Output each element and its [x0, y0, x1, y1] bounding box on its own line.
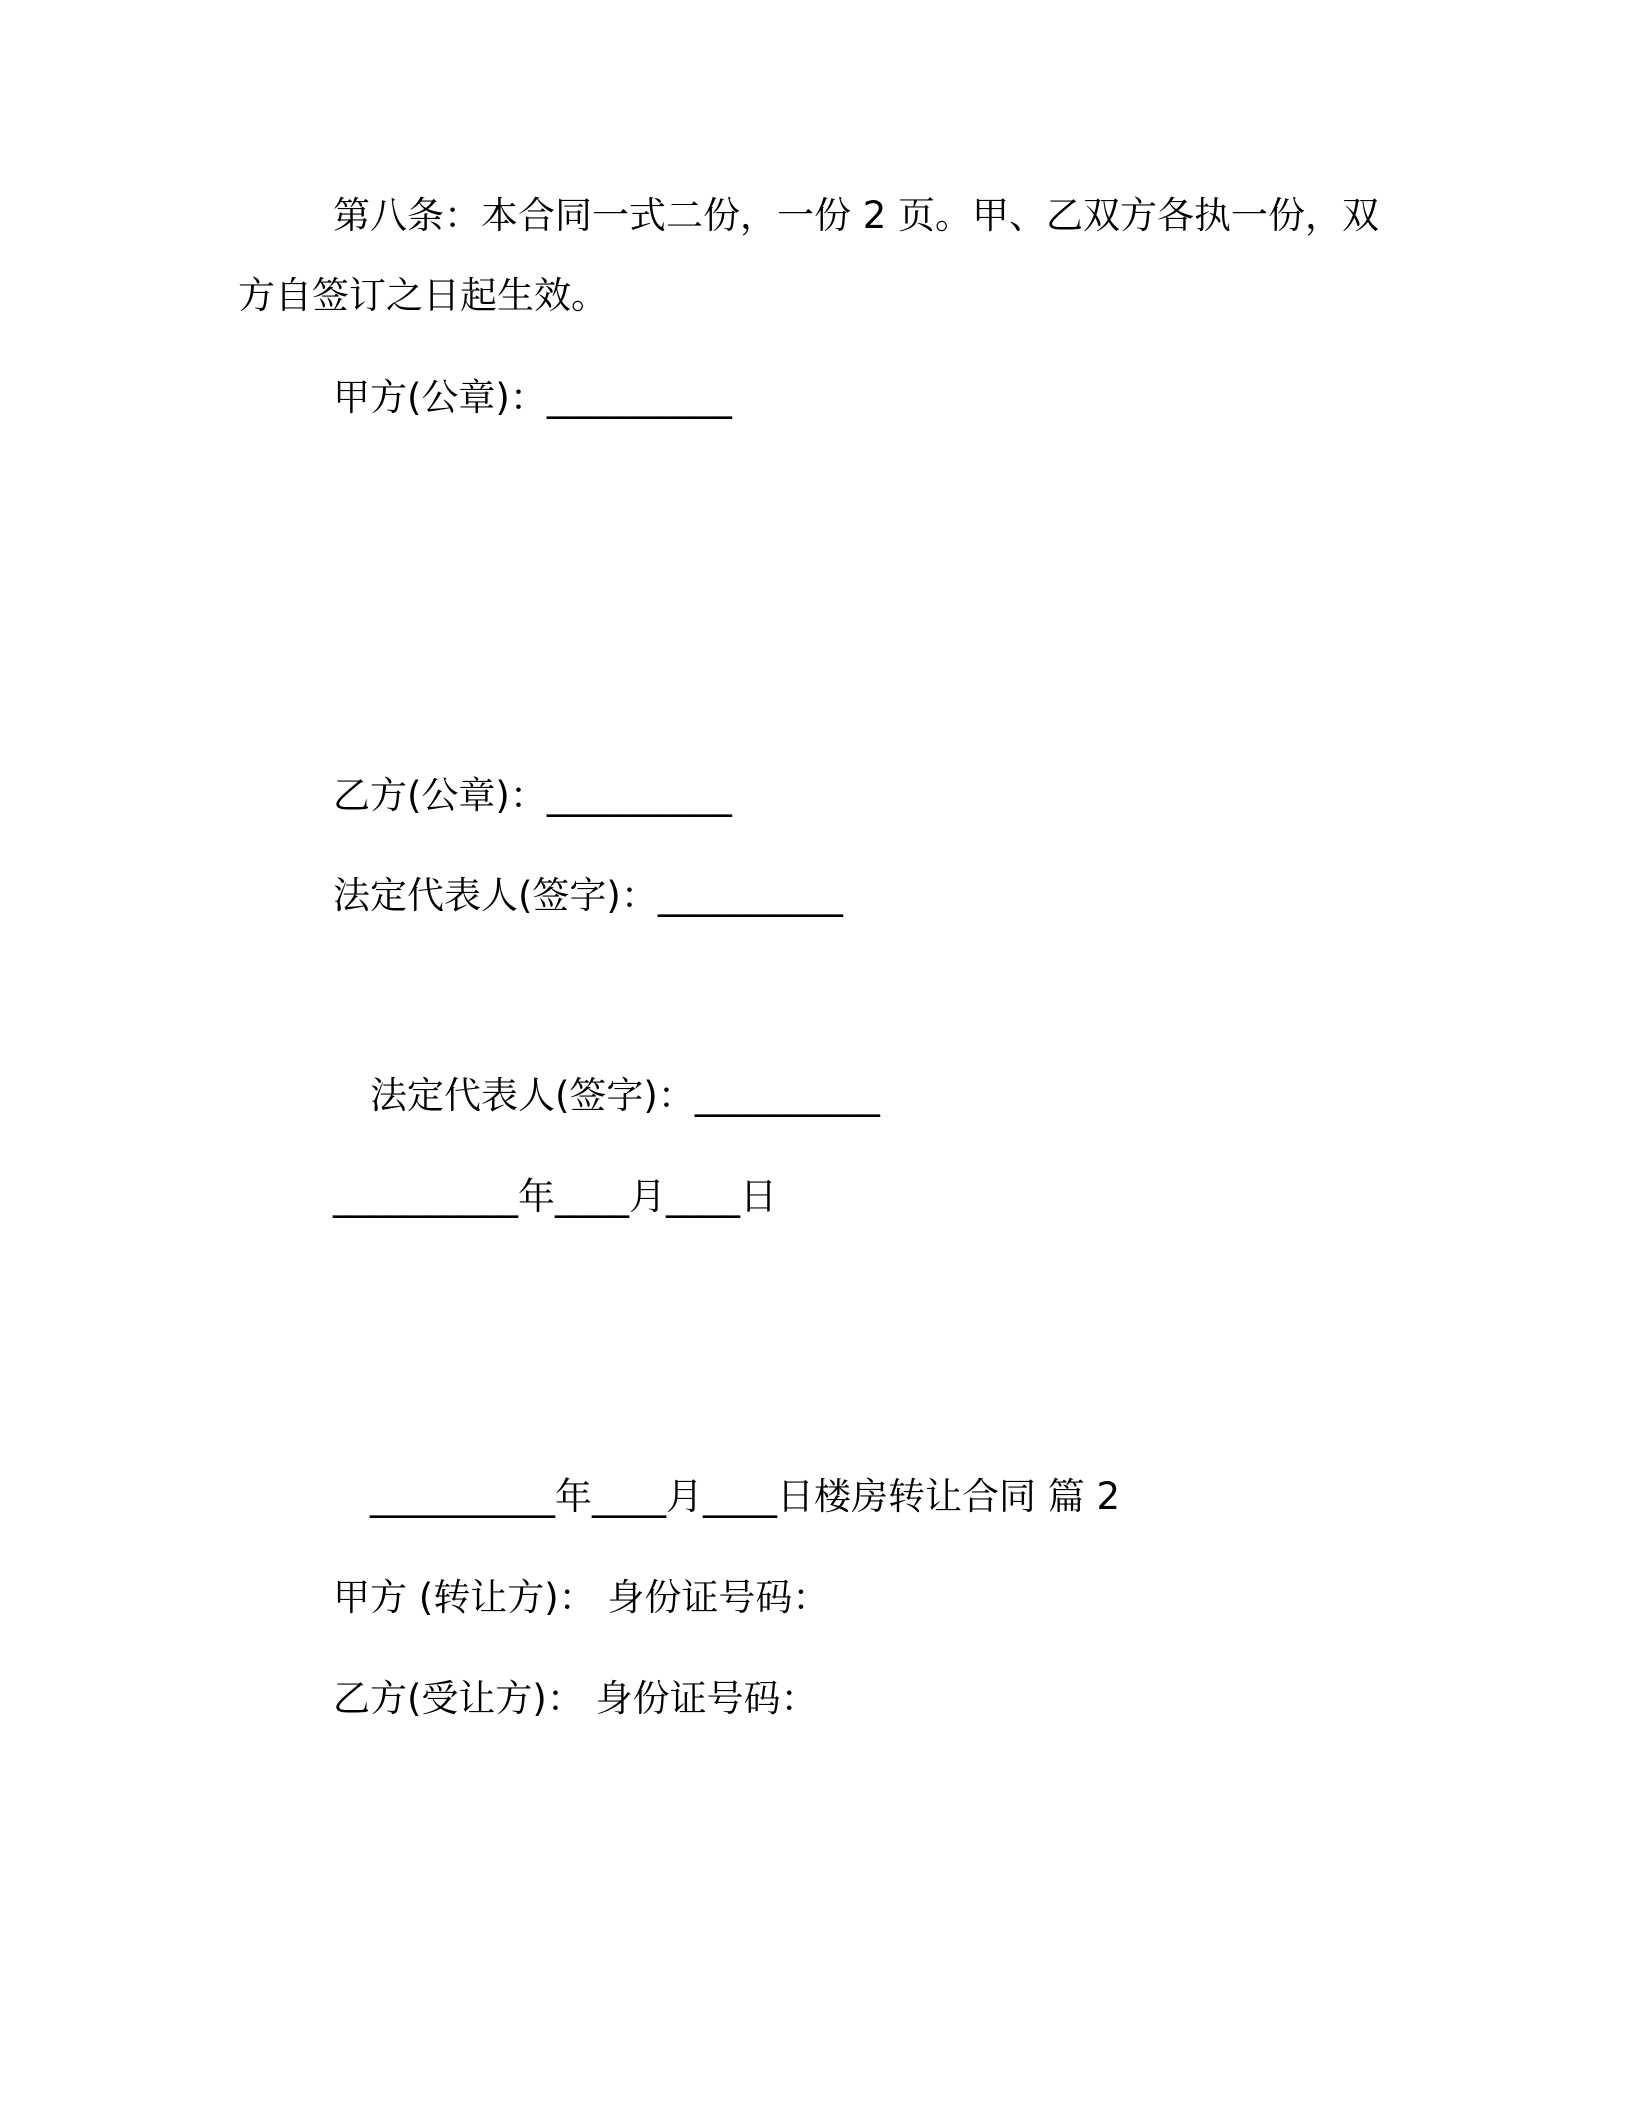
transferee-id-field: 乙方(受让方)： 身份证号码：: [333, 1677, 818, 1720]
party-a-seal-field: 甲方(公章)：__________: [333, 376, 732, 419]
legal-representative-signature-1: 法定代表人(签字)：__________: [333, 874, 843, 917]
legal-representative-signature-2: 法定代表人(签字)：__________: [370, 1074, 880, 1117]
article-8-line-1: 第八条：本合同一式二份，一份 2 页。甲、乙双方各执一份，双: [333, 194, 1380, 237]
contract-2-heading: __________年____月____日楼房转让合同 篇 2: [370, 1475, 1121, 1518]
party-b-seal-field: 乙方(公章)：__________: [333, 774, 732, 817]
article-8-line-2: 方自签订之日起生效。: [238, 274, 608, 317]
signing-date-line: __________年____月____日: [333, 1175, 777, 1218]
transferor-id-field: 甲方 (转让方)： 身份证号码：: [333, 1576, 830, 1619]
